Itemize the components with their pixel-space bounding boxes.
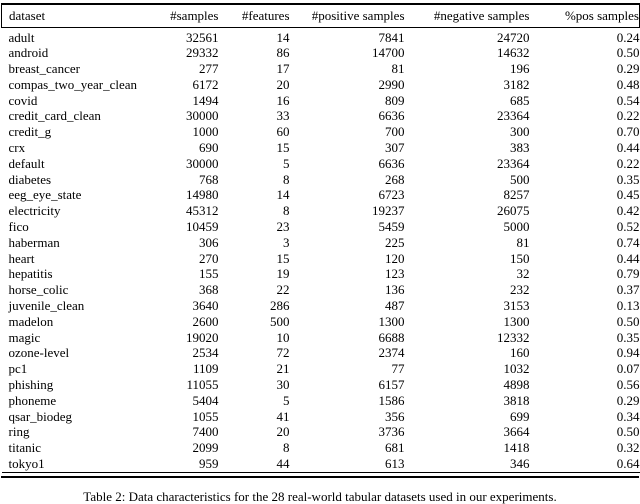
dataset-name-cell: heart	[8, 250, 35, 266]
value-cell: 268	[385, 171, 405, 187]
table-row	[2, 45, 640, 61]
value-cell: 23364	[497, 155, 530, 171]
dataset-statistics-table	[1, 3, 640, 473]
value-cell: 6157	[378, 377, 405, 393]
table-row	[2, 314, 640, 330]
table-row	[2, 172, 640, 188]
value-cell: 356	[385, 408, 405, 424]
value-cell: 487	[385, 298, 405, 314]
value-cell: 2990	[378, 76, 405, 92]
value-cell: 5	[283, 155, 290, 171]
table-body	[2, 27, 640, 472]
value-cell: 8257	[503, 187, 530, 203]
value-cell: 0.35	[616, 329, 640, 345]
dataset-name-cell: compas_two_year_clean	[8, 76, 138, 92]
value-cell: 5000	[503, 219, 530, 235]
value-cell: 1586	[378, 392, 405, 408]
value-cell: 0.24	[616, 29, 640, 45]
value-cell: 16	[276, 92, 290, 108]
value-cell: 20	[276, 424, 290, 440]
value-cell: 0.44	[616, 140, 640, 156]
value-cell: 0.22	[616, 108, 640, 124]
table-header-row	[2, 4, 640, 27]
value-cell: 0.64	[616, 456, 640, 472]
value-cell: 1032	[503, 361, 530, 377]
value-cell: 24720	[497, 29, 530, 45]
value-cell: 300	[510, 124, 530, 140]
value-cell: 5	[283, 392, 290, 408]
value-cell: 0.22	[616, 155, 640, 171]
value-cell: 0.70	[616, 124, 640, 140]
value-cell: 1300	[378, 313, 405, 329]
value-cell: 23364	[497, 108, 530, 124]
value-cell: 0.54	[616, 92, 640, 108]
value-cell: 155	[199, 266, 219, 282]
value-cell: 3818	[503, 392, 530, 408]
value-cell: 14	[276, 29, 290, 45]
dataset-name-cell: covid	[8, 92, 38, 108]
value-cell: 20	[276, 76, 290, 92]
value-cell: 44	[276, 456, 290, 472]
value-cell: 809	[385, 92, 405, 108]
column-header-dataset: dataset	[2, 4, 152, 27]
table-row	[2, 345, 640, 361]
dataset-name-cell: breast_cancer	[8, 61, 80, 77]
dataset-name-cell: electricity	[8, 203, 61, 219]
value-cell: 10	[276, 329, 290, 345]
value-cell: 225	[385, 234, 405, 250]
value-cell: 32	[516, 266, 530, 282]
dataset-name-cell: crx	[8, 140, 26, 156]
value-cell: 15	[276, 250, 290, 266]
value-cell: 959	[199, 456, 219, 472]
value-cell: 383	[510, 140, 530, 156]
dataset-name-cell: juvenile_clean	[8, 298, 85, 314]
value-cell: 2534	[192, 345, 219, 361]
value-cell: 1494	[192, 92, 219, 108]
value-cell: 17	[276, 61, 290, 77]
value-cell: 0.52	[616, 219, 640, 235]
value-cell: 22	[276, 282, 290, 298]
column-header-features: #features	[219, 4, 290, 27]
value-cell: 0.56	[616, 377, 640, 393]
value-cell: 6172	[192, 76, 219, 92]
value-cell: 41	[276, 408, 290, 424]
value-cell: 270	[199, 250, 219, 266]
value-cell: 19020	[186, 329, 219, 345]
value-cell: 30000	[186, 155, 219, 171]
table-row	[2, 361, 640, 377]
value-cell: 15	[276, 140, 290, 156]
value-cell: 120	[385, 250, 405, 266]
value-cell: 14632	[497, 45, 530, 61]
value-cell: 5404	[192, 392, 219, 408]
value-cell: 196	[510, 61, 530, 77]
dataset-name-cell: madelon	[8, 313, 54, 329]
value-cell: 6688	[378, 329, 405, 345]
value-cell: 81	[516, 234, 530, 250]
value-cell: 60	[276, 124, 290, 140]
dataset-name-cell: diabetes	[8, 171, 52, 187]
value-cell: 0.44	[616, 250, 640, 266]
value-cell: 0.74	[616, 234, 640, 250]
dataset-name-cell: credit_g	[8, 124, 52, 140]
value-cell: 1418	[503, 440, 530, 456]
table-row	[2, 409, 640, 425]
table-row	[2, 219, 640, 235]
dataset-name-cell: pc1	[8, 361, 28, 377]
value-cell: 0.50	[616, 313, 640, 329]
dataset-name-cell: haberman	[8, 234, 60, 250]
value-cell: 2600	[192, 313, 219, 329]
value-cell: 1055	[192, 408, 219, 424]
value-cell: 685	[510, 92, 530, 108]
value-cell: 0.79	[616, 266, 640, 282]
value-cell: 7400	[192, 424, 219, 440]
value-cell: 2374	[378, 345, 405, 361]
value-cell: 29332	[186, 45, 219, 61]
value-cell: 1300	[503, 313, 530, 329]
value-cell: 72	[276, 345, 290, 361]
table-row	[2, 203, 640, 219]
dataset-name-cell: titanic	[8, 440, 41, 456]
value-cell: 6723	[378, 187, 405, 203]
dataset-name-cell: android	[8, 45, 49, 61]
value-cell: 11055	[186, 377, 219, 393]
value-cell: 10459	[186, 219, 219, 235]
value-cell: 33	[276, 108, 290, 124]
table-row	[2, 108, 640, 124]
value-cell: 0.50	[616, 45, 640, 61]
table-row	[2, 282, 640, 298]
value-cell: 0.29	[616, 61, 640, 77]
table-row	[2, 266, 640, 282]
value-cell: 160	[510, 345, 530, 361]
table-row	[2, 377, 640, 393]
table-row	[2, 235, 640, 251]
value-cell: 150	[510, 250, 530, 266]
value-cell: 500	[510, 171, 530, 187]
dataset-name-cell: adult	[8, 29, 35, 45]
value-cell: 14980	[186, 187, 219, 203]
value-cell: 690	[199, 140, 219, 156]
value-cell: 0.34	[616, 408, 640, 424]
value-cell: 368	[199, 282, 219, 298]
value-cell: 277	[199, 61, 219, 77]
value-cell: 4898	[503, 377, 530, 393]
dataset-name-cell: hepatitis	[8, 266, 53, 282]
value-cell: 3664	[503, 424, 530, 440]
table-row	[2, 440, 640, 456]
value-cell: 77	[391, 361, 405, 377]
value-cell: 6636	[378, 108, 405, 124]
value-cell: 0.50	[616, 424, 640, 440]
value-cell: 3182	[503, 76, 530, 92]
value-cell: 232	[510, 282, 530, 298]
table-row	[2, 77, 640, 93]
value-cell: 1000	[192, 124, 219, 140]
column-header-positive-samples: #positive samples	[290, 4, 405, 27]
table-row	[2, 156, 640, 172]
table-header	[2, 4, 640, 27]
dataset-name-cell: ozone-level	[8, 345, 70, 361]
value-cell: 1109	[192, 361, 219, 377]
value-cell: 136	[385, 282, 405, 298]
dataset-name-cell: eeg_eye_state	[8, 187, 82, 203]
value-cell: 26075	[497, 203, 530, 219]
column-header-pos-samples: %pos samples	[530, 4, 640, 27]
value-cell: 0.37	[616, 282, 640, 298]
dataset-name-cell: phishing	[8, 377, 54, 393]
table-row	[2, 456, 640, 472]
dataset-name-cell: phoneme	[8, 392, 57, 408]
value-cell: 700	[385, 124, 405, 140]
value-cell: 0.13	[616, 298, 640, 314]
value-cell: 6636	[378, 155, 405, 171]
value-cell: 8	[283, 440, 290, 456]
value-cell: 3736	[378, 424, 405, 440]
value-cell: 5459	[378, 219, 405, 235]
table-row	[2, 330, 640, 346]
table-row	[2, 140, 640, 156]
value-cell: 681	[385, 440, 405, 456]
value-cell: 306	[199, 234, 219, 250]
table-row	[2, 393, 640, 409]
value-cell: 8	[283, 171, 290, 187]
value-cell: 0.29	[616, 392, 640, 408]
value-cell: 2099	[192, 440, 219, 456]
value-cell: 45312	[186, 203, 219, 219]
value-cell: 0.32	[616, 440, 640, 456]
value-cell: 0.45	[616, 187, 640, 203]
value-cell: 19	[276, 266, 290, 282]
table-bottom-rule	[1, 476, 639, 479]
value-cell: 0.42	[616, 203, 640, 219]
value-cell: 14700	[372, 45, 405, 61]
table-caption: Table 2: Data characteristics for the 28 real-world tabular datasets used in our experiments.	[83, 489, 557, 504]
value-cell: 30000	[186, 108, 219, 124]
value-cell: 0.48	[616, 76, 640, 92]
value-cell: 12332	[497, 329, 530, 345]
dataset-name-cell: qsar_biodeg	[8, 408, 73, 424]
value-cell: 699	[510, 408, 530, 424]
value-cell: 32561	[186, 29, 219, 45]
value-cell: 3153	[503, 298, 530, 314]
column-header-samples: #samples	[152, 4, 219, 27]
table-row	[2, 298, 640, 314]
dataset-name-cell: default	[8, 155, 45, 171]
value-cell: 30	[276, 377, 290, 393]
table-row	[2, 61, 640, 77]
table-row	[2, 187, 640, 203]
value-cell: 286	[270, 298, 290, 314]
table-row	[2, 424, 640, 440]
value-cell: 8	[283, 203, 290, 219]
value-cell: 3	[283, 234, 290, 250]
value-cell: 7841	[378, 29, 405, 45]
value-cell: 613	[385, 456, 405, 472]
table-row	[2, 251, 640, 267]
table-row	[2, 124, 640, 140]
value-cell: 123	[385, 266, 405, 282]
dataset-statistics-figure	[0, 3, 640, 478]
value-cell: 0.35	[616, 171, 640, 187]
value-cell: 21	[276, 361, 290, 377]
dataset-name-cell: ring	[8, 424, 30, 440]
dataset-name-cell: magic	[8, 329, 41, 345]
value-cell: 500	[270, 313, 290, 329]
value-cell: 346	[510, 456, 530, 472]
value-cell: 14	[276, 187, 290, 203]
value-cell: 0.94	[616, 345, 640, 361]
dataset-name-cell: credit_card_clean	[8, 108, 101, 124]
value-cell: 307	[385, 140, 405, 156]
value-cell: 3640	[192, 298, 219, 314]
value-cell: 86	[276, 45, 290, 61]
value-cell: 81	[391, 61, 405, 77]
value-cell: 0.07	[616, 361, 640, 377]
dataset-name-cell: tokyo1	[8, 456, 45, 472]
value-cell: 19237	[372, 203, 405, 219]
dataset-name-cell: horse_colic	[8, 282, 69, 298]
value-cell: 768	[199, 171, 219, 187]
table-row	[2, 27, 640, 45]
dataset-name-cell: fico	[8, 219, 29, 235]
table-row	[2, 93, 640, 109]
value-cell: 23	[276, 219, 290, 235]
column-header-negative-samples: #negative samples	[405, 4, 530, 27]
